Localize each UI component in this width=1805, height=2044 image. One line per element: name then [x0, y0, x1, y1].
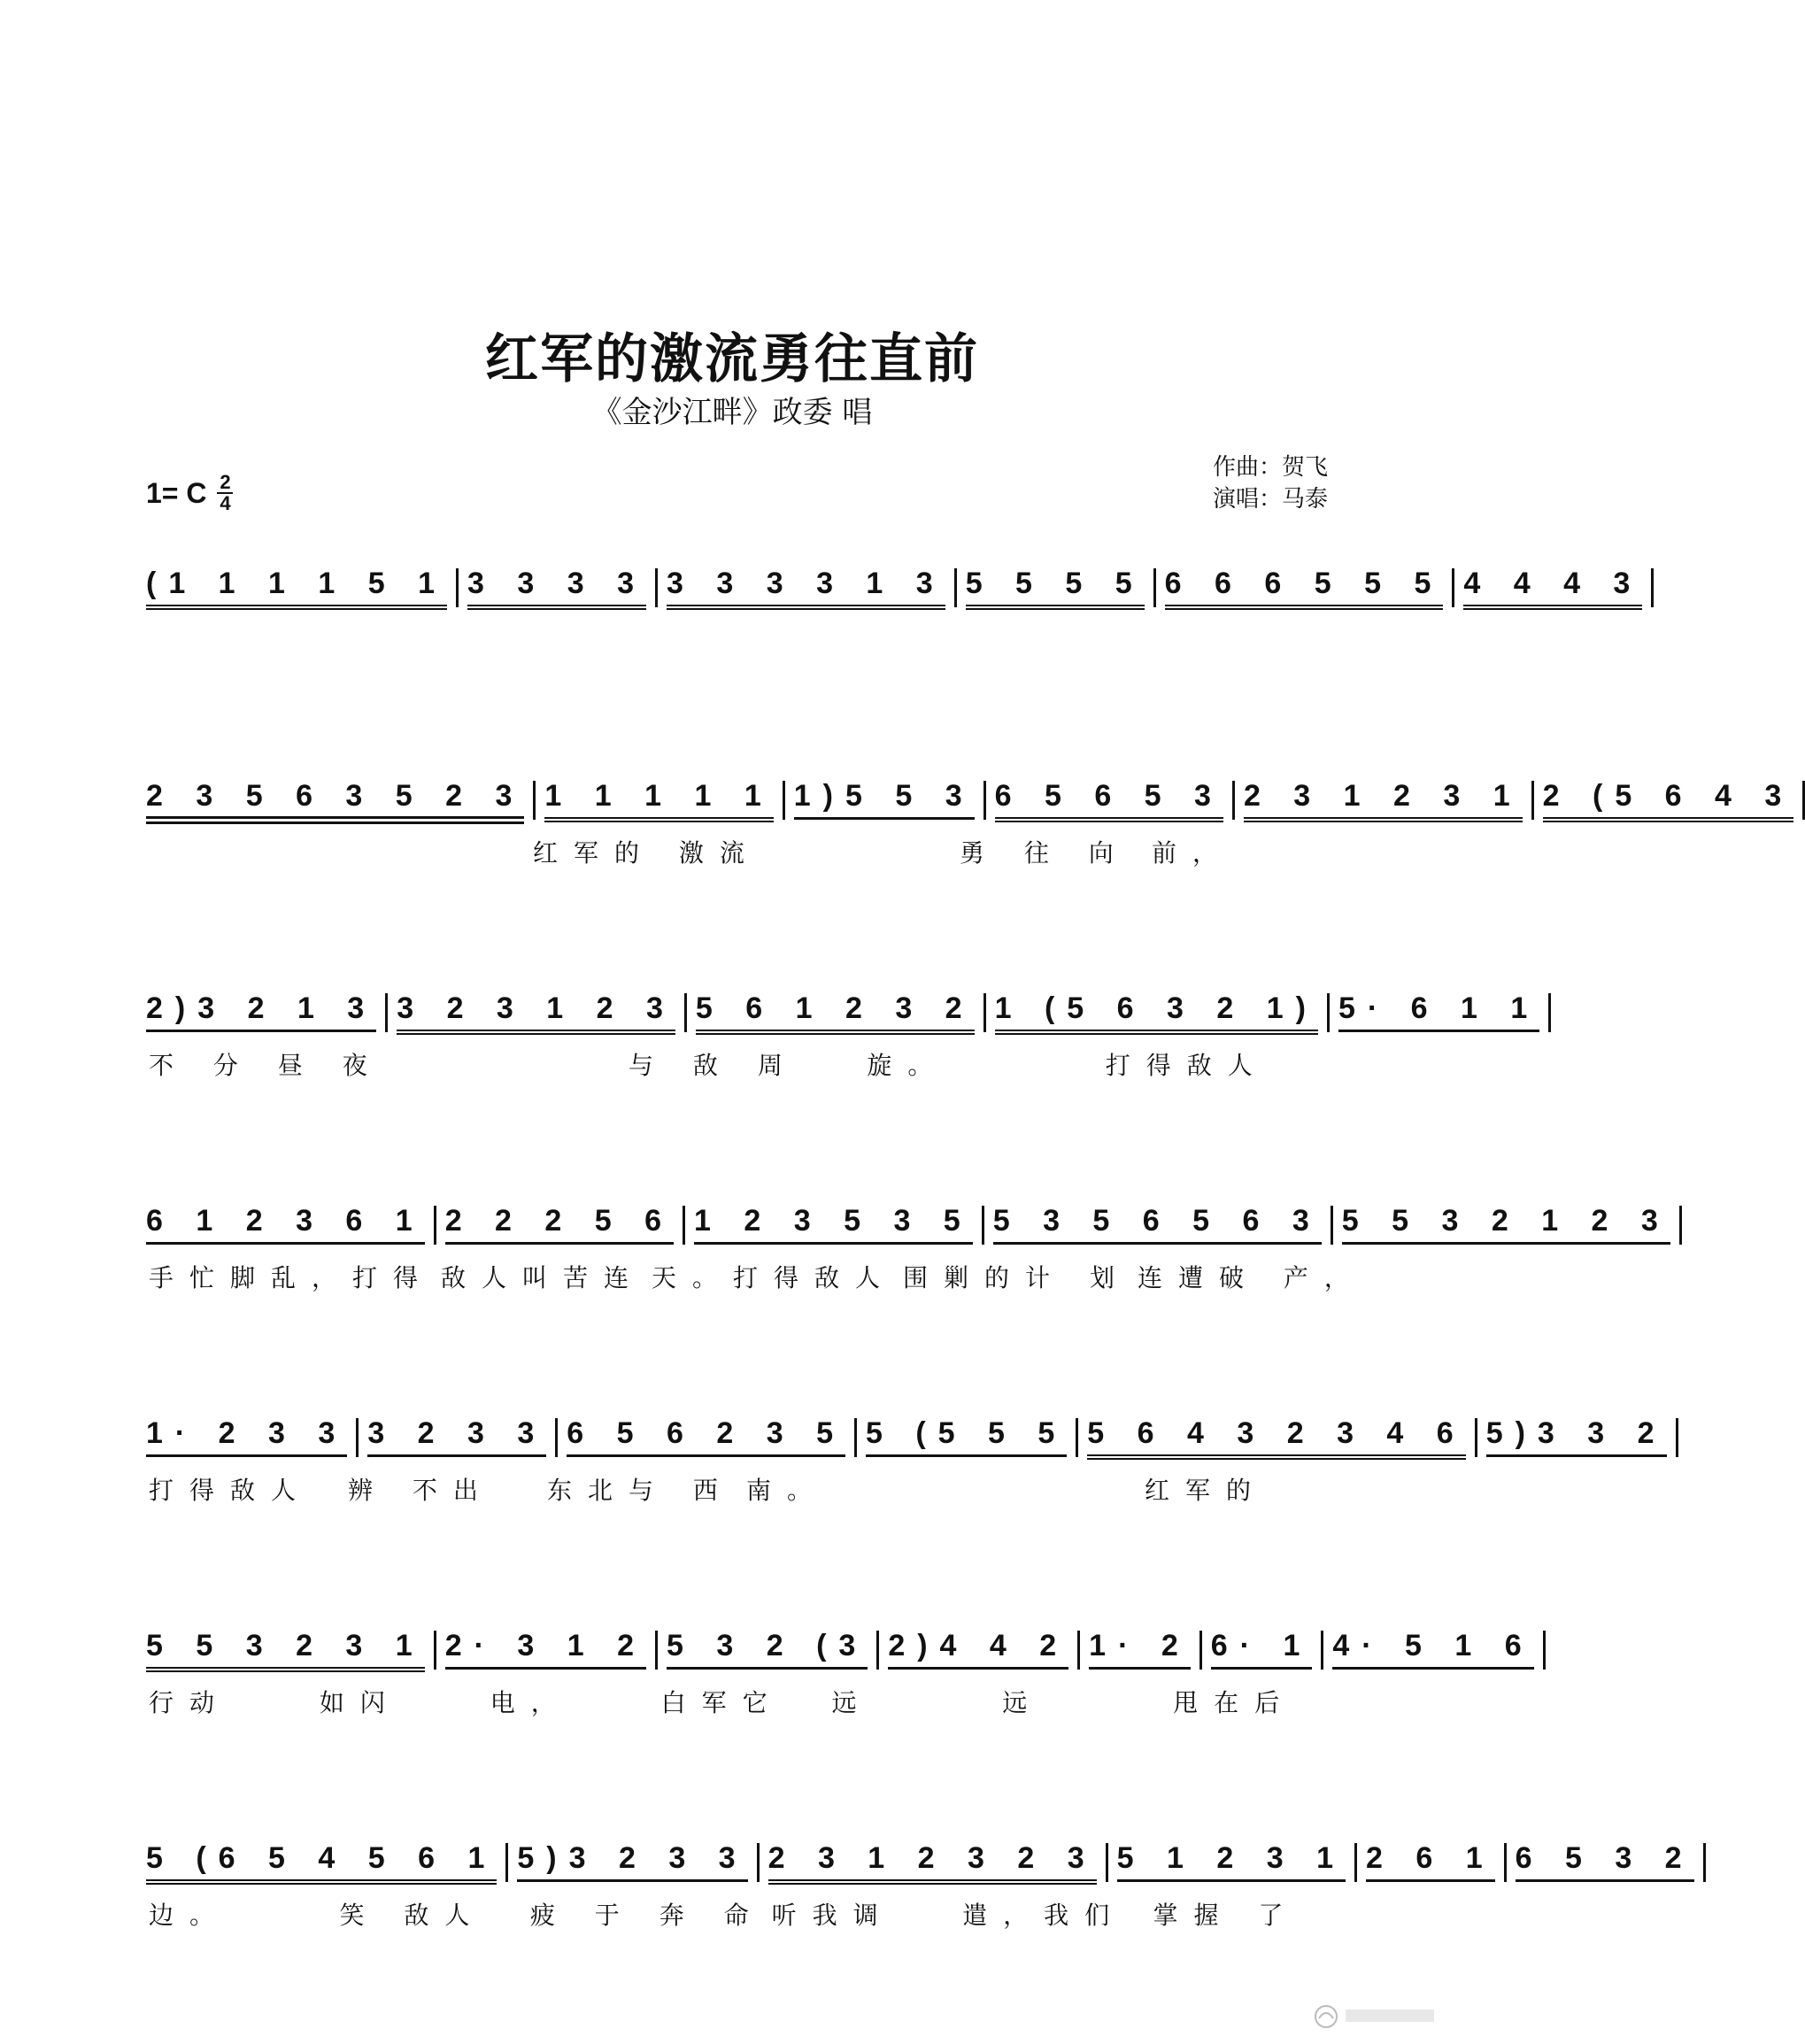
measure: [1202, 1629, 1322, 1670]
lyric-text: 天。打得敌人: [652, 1263, 897, 1292]
barline: [1543, 1631, 1546, 1670]
barline: [1548, 993, 1551, 1032]
lyric-text: 与 敌 周: [629, 1051, 798, 1080]
notes-line: [137, 1629, 1534, 1672]
measure: [388, 991, 684, 1035]
measure: [1323, 1629, 1542, 1670]
lyric-text: 不 分 昼 夜: [149, 1051, 383, 1080]
measure-notes: 5 5 5 5: [966, 567, 1145, 610]
measure-notes: 1· 2 3 3: [146, 1416, 347, 1457]
lyric-text: 边。: [149, 1901, 231, 1930]
measure: [957, 567, 1153, 610]
notes-line: [137, 567, 1643, 610]
lyric-text: 如闪: [319, 1688, 401, 1717]
measure-notes: 5 1 2 3 1: [1117, 1841, 1346, 1882]
measure: [785, 779, 983, 820]
measure-notes: 2 6 1: [1366, 1841, 1495, 1882]
measure-notes: 5 (6 5 4 5 6 1: [146, 1841, 497, 1885]
measure-notes: 6· 1: [1211, 1629, 1313, 1670]
measure-notes: 5 (5 5 5: [866, 1416, 1067, 1457]
measure-notes: 2 3 1 2 3 1: [1244, 779, 1523, 822]
lyric-text: 连遭破 产，: [1137, 1263, 1365, 1292]
time-signature-bottom: 4: [220, 492, 231, 514]
measure-notes: 2 (5 6 4 3: [1543, 779, 1794, 822]
measure-notes: 5 5 3 2 3 1: [146, 1629, 425, 1672]
lyrics-line: [142, 1471, 1337, 1507]
measure-notes: 6 6 6 5 5 5: [1165, 567, 1444, 610]
measure-notes: 6 5 6 5 3: [995, 779, 1223, 822]
measure: [857, 1416, 1076, 1457]
measure-notes: 6 1 2 3 6 1: [146, 1204, 425, 1245]
singer-credit: 演唱：马泰: [1213, 486, 1329, 513]
measure: [685, 1204, 982, 1245]
lyric-text: 旋。: [867, 1051, 949, 1080]
lyric-text: 手忙脚乱，打得: [149, 1263, 435, 1292]
measure: [137, 1841, 505, 1885]
measure-notes: 5 3 5 6 5 6 3: [993, 1204, 1322, 1245]
key-label: 1= C: [146, 476, 207, 509]
measure-notes: 5 5 3 2 1 2 3: [1342, 1204, 1670, 1245]
measure: [658, 1629, 876, 1670]
lyrics-line: [142, 1046, 1337, 1082]
measure: [137, 1629, 434, 1672]
lyric-text: 围剿的计 划: [903, 1263, 1130, 1292]
measure: [1330, 991, 1548, 1032]
measure-notes: 5· 6 1 1: [1338, 991, 1539, 1032]
lyric-text: 远: [831, 1688, 873, 1717]
measure-notes: 2 3 5 6 3 5 2 3: [146, 779, 524, 824]
lyric-text: 甩在后: [1173, 1688, 1296, 1717]
measure: [558, 1416, 854, 1457]
measure-notes: (1 1 1 1 5 1: [146, 567, 447, 610]
composer-credit: 作曲：贺飞: [1213, 454, 1329, 481]
lyrics-line: [142, 1896, 1337, 1932]
measure-notes: 5 6 4 3 2 3 4 6: [1087, 1416, 1465, 1460]
lyric-text: [938, 1471, 1138, 1507]
measure-notes: 4· 5 1 6: [1332, 1629, 1533, 1670]
measure: [137, 991, 385, 1032]
measure-notes: 2)3 2 1 3: [146, 991, 376, 1032]
measure: [359, 1416, 555, 1457]
lyric-text: 辨 不出: [348, 1476, 494, 1505]
measure-notes: 3 3 3 3 1 3: [667, 567, 945, 610]
lyric-text: [760, 834, 953, 869]
lyrics-line: [142, 834, 1337, 869]
measure: [536, 779, 782, 822]
lyric-text: 打得敌人: [149, 1476, 312, 1505]
lyric-text: 掌握 了: [1153, 1901, 1300, 1930]
time-signature-top: 2: [220, 471, 231, 493]
measure-notes: 2· 3 1 2: [445, 1629, 646, 1670]
lyric-text: 笑 敌人: [339, 1901, 486, 1930]
key-signature: [146, 471, 233, 514]
measure-notes: 2 2 2 5 6: [445, 1204, 674, 1245]
barline: [1676, 1418, 1678, 1457]
measure: [879, 1629, 1077, 1670]
measure-notes: 1)5 5 3: [794, 779, 975, 820]
measure-notes: 5 6 1 2 3 2: [696, 991, 975, 1035]
notes-line: [137, 1416, 1667, 1460]
measure: [986, 779, 1232, 822]
lyric-text: [334, 834, 526, 869]
lyric-text: 听我调: [771, 1901, 894, 1930]
watermark-logo: [1310, 1999, 1443, 2034]
lyrics-line: [142, 1684, 1337, 1719]
lyric-text: 远: [1002, 1688, 1044, 1717]
page-title: 红军的激流勇往直前: [485, 328, 979, 390]
measure: [459, 567, 655, 610]
measure-notes: 3 3 3 3: [467, 567, 646, 610]
measure: [508, 1841, 756, 1882]
measure: [687, 991, 983, 1035]
measure-notes: 1 (5 6 3 2 1): [995, 991, 1318, 1035]
measure: [137, 1416, 356, 1457]
measure-notes: 5)3 2 3 3: [517, 1841, 747, 1882]
measure: [1156, 567, 1453, 610]
measure: [436, 1204, 683, 1245]
lyric-text: [383, 1046, 621, 1082]
measure-notes: 2 3 1 2 3 2 3: [768, 1841, 1097, 1885]
lyric-text: 南。: [746, 1476, 829, 1505]
barline: [1703, 1843, 1706, 1882]
lyric-text: 前，: [1151, 838, 1233, 868]
measure: [1507, 1841, 1703, 1882]
lyrics-line: [142, 1259, 1365, 1294]
measure: [1534, 779, 1803, 822]
measure-notes: 5)3 3 2: [1486, 1416, 1667, 1457]
lyric-text: 打得敌人: [1105, 1051, 1269, 1080]
credits: [1213, 451, 1328, 515]
measure: [137, 1204, 434, 1245]
notes-line: [137, 1841, 1694, 1885]
measure: [137, 567, 456, 610]
measure: [986, 991, 1327, 1035]
measure: [436, 1629, 655, 1670]
lyric-text: 遣，我们: [962, 1901, 1126, 1930]
lyric-text: 勇 往 向: [959, 838, 1130, 868]
measure-notes: 4 4 4 3: [1463, 567, 1642, 610]
measure: [1108, 1841, 1354, 1882]
measure-notes: 3 2 3 3: [367, 1416, 546, 1457]
lyric-text: 电，: [490, 1688, 572, 1717]
time-signature: [217, 471, 233, 514]
measure-notes: 2)4 4 2: [888, 1629, 1068, 1670]
measure: [1357, 1841, 1504, 1882]
lyric-text: [142, 834, 334, 869]
measure: [1333, 1204, 1679, 1245]
barline: [1651, 568, 1654, 607]
measure-notes: 6 5 6 2 3 5: [567, 1416, 845, 1457]
measure-notes: 5 3 2 (3: [667, 1629, 868, 1670]
notes-line: [137, 1204, 1670, 1245]
lyric-text: 行动: [149, 1688, 231, 1717]
lyric-text: 东北与 西: [547, 1476, 734, 1505]
measure-notes: 1 1 1 1 1: [544, 779, 773, 822]
measure-notes: 1 2 3 5 3 5: [694, 1204, 973, 1245]
lyric-text: 疲 于 奔 命: [529, 1901, 765, 1930]
lyric-text: 红军的 激流: [533, 838, 760, 868]
lyric-text: 敌人叫苦连: [441, 1263, 645, 1292]
notes-line: [137, 779, 1794, 824]
measure: [760, 1841, 1106, 1885]
measure: [1235, 779, 1531, 822]
measure: [1454, 567, 1651, 610]
measure-notes: 1· 2: [1089, 1629, 1191, 1670]
measure: [984, 1204, 1331, 1245]
measure-notes: 3 2 3 1 2 3: [397, 991, 675, 1035]
measure: [1080, 1629, 1199, 1670]
lyric-text: 白军它: [660, 1688, 783, 1717]
measure-notes: 6 5 3 2: [1516, 1841, 1694, 1882]
page-subtitle: 《金沙江畔》政委 唱: [591, 395, 873, 430]
barline: [1679, 1206, 1682, 1245]
measure: [1078, 1416, 1474, 1460]
measure: [658, 567, 954, 610]
lyric-text: 红军的: [1145, 1476, 1268, 1505]
notes-line: [137, 991, 1540, 1035]
measure: [137, 779, 533, 824]
measure: [1477, 1416, 1676, 1457]
